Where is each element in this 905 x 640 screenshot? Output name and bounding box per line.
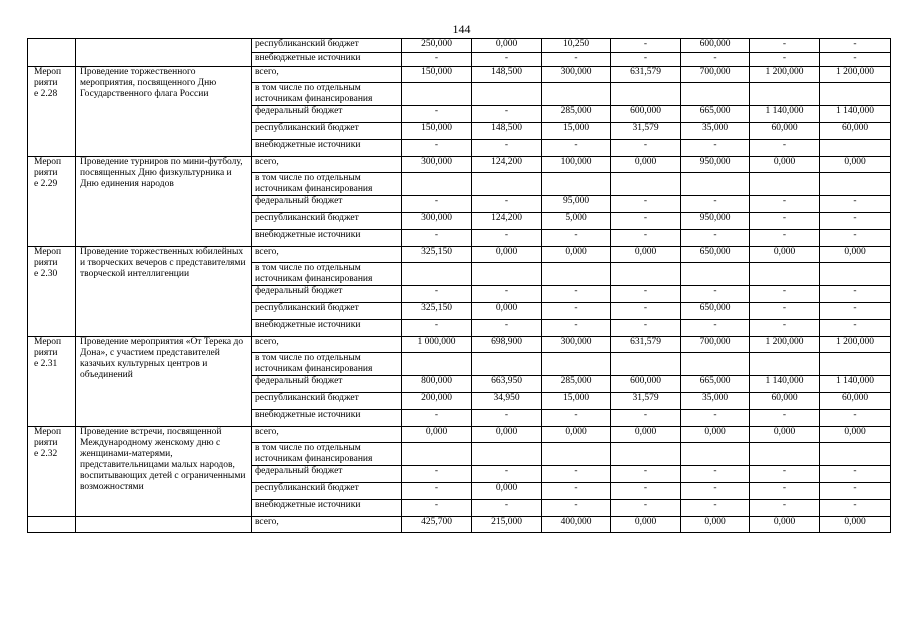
- amount-cell: -: [472, 320, 542, 337]
- amount-cell: 124,200: [472, 157, 542, 173]
- funding-source: всего,: [252, 427, 402, 443]
- amount-cell: -: [611, 53, 681, 67]
- amount-cell: -: [681, 410, 750, 427]
- amount-cell: -: [402, 53, 472, 67]
- amount-cell: [611, 173, 681, 196]
- amount-cell: -: [681, 140, 750, 157]
- amount-cell: -: [820, 286, 891, 303]
- measure-name: Проведение торжественного мероприятия, посвященного Дню Государственного флага России: [76, 67, 252, 157]
- amount-cell: 0,000: [820, 517, 891, 533]
- amount-cell: 10,250: [542, 39, 611, 53]
- amount-cell: -: [402, 483, 472, 500]
- funding-source: всего,: [252, 337, 402, 353]
- amount-cell: -: [402, 140, 472, 157]
- amount-cell: 0,000: [611, 157, 681, 173]
- amount-cell: -: [681, 230, 750, 247]
- amount-cell: -: [542, 483, 611, 500]
- amount-cell: 300,000: [542, 337, 611, 353]
- amount-cell: -: [611, 320, 681, 337]
- amount-cell: -: [611, 213, 681, 230]
- amount-cell: [472, 83, 542, 106]
- funding-source: внебюджетные источники: [252, 320, 402, 337]
- amount-cell: 800,000: [402, 376, 472, 393]
- amount-cell: -: [750, 466, 820, 483]
- funding-source: федеральный бюджет: [252, 376, 402, 393]
- amount-cell: -: [820, 320, 891, 337]
- amount-cell: [402, 353, 472, 376]
- amount-cell: [681, 83, 750, 106]
- amount-cell: -: [472, 410, 542, 427]
- amount-cell: -: [611, 500, 681, 517]
- amount-cell: -: [402, 286, 472, 303]
- amount-cell: 0,000: [472, 39, 542, 53]
- amount-cell: 1 200,000: [750, 337, 820, 353]
- amount-cell: 1 200,000: [820, 67, 891, 83]
- amount-cell: 0,000: [750, 157, 820, 173]
- amount-cell: [611, 443, 681, 466]
- amount-cell: 148,500: [472, 123, 542, 140]
- amount-cell: -: [402, 410, 472, 427]
- amount-cell: -: [611, 140, 681, 157]
- amount-cell: [681, 173, 750, 196]
- measure-code: Мероп рияти е 2.28: [28, 67, 76, 157]
- table-row: [28, 67, 891, 83]
- funding-source: республиканский бюджет: [252, 303, 402, 320]
- table-row: [28, 427, 891, 443]
- amount-cell: [681, 263, 750, 286]
- funding-source: федеральный бюджет: [252, 466, 402, 483]
- funding-source: всего,: [252, 247, 402, 263]
- amount-cell: 665,000: [681, 376, 750, 393]
- measure-name: [76, 39, 252, 67]
- funding-source: федеральный бюджет: [252, 196, 402, 213]
- amount-cell: 0,000: [611, 427, 681, 443]
- amount-cell: [681, 443, 750, 466]
- table-row: [28, 337, 891, 353]
- amount-cell: -: [611, 39, 681, 53]
- amount-cell: [402, 263, 472, 286]
- amount-cell: 0,000: [820, 427, 891, 443]
- amount-cell: -: [611, 466, 681, 483]
- measure-code: [28, 517, 76, 533]
- amount-cell: -: [820, 53, 891, 67]
- amount-cell: -: [681, 466, 750, 483]
- amount-cell: -: [750, 39, 820, 53]
- amount-cell: -: [750, 483, 820, 500]
- amount-cell: -: [542, 286, 611, 303]
- amount-cell: [611, 83, 681, 106]
- amount-cell: [542, 173, 611, 196]
- page-number: 144: [452, 22, 471, 36]
- table-row: [28, 517, 891, 533]
- amount-cell: 215,000: [472, 517, 542, 533]
- amount-cell: -: [402, 106, 472, 123]
- amount-cell: [542, 263, 611, 286]
- amount-cell: 650,000: [681, 303, 750, 320]
- table-row: [28, 39, 891, 53]
- amount-cell: [820, 140, 891, 157]
- funding-source: в том числе по отдельным источникам финансирования: [252, 443, 402, 466]
- amount-cell: [472, 263, 542, 286]
- amount-cell: -: [542, 410, 611, 427]
- amount-cell: 0,000: [402, 427, 472, 443]
- amount-cell: -: [820, 410, 891, 427]
- funding-source: республиканский бюджет: [252, 483, 402, 500]
- amount-cell: -: [402, 320, 472, 337]
- amount-cell: 650,000: [681, 247, 750, 263]
- table-row: [28, 157, 891, 173]
- amount-cell: 1 140,000: [820, 106, 891, 123]
- amount-cell: 60,000: [820, 123, 891, 140]
- amount-cell: 0,000: [472, 427, 542, 443]
- amount-cell: -: [750, 410, 820, 427]
- amount-cell: 950,000: [681, 157, 750, 173]
- measure-name: Проведение турниров по мини-футболу, посвященных Дню физкультурника и Дню единения народов: [76, 157, 252, 247]
- amount-cell: -: [611, 286, 681, 303]
- measure-name: Проведение торжественных юбилейных и творческих вечеров с представителями творческой интеллигенции: [76, 247, 252, 337]
- amount-cell: 325,150: [402, 303, 472, 320]
- funding-source: в том числе по отдельным источникам финансирования: [252, 173, 402, 196]
- amount-cell: 665,000: [681, 106, 750, 123]
- amount-cell: [611, 263, 681, 286]
- amount-cell: -: [472, 53, 542, 67]
- funding-source: федеральный бюджет: [252, 286, 402, 303]
- amount-cell: 0,000: [611, 247, 681, 263]
- amount-cell: [542, 83, 611, 106]
- funding-source: всего,: [252, 67, 402, 83]
- measure-name: Проведение мероприятия «От Терека до Дона», с участием представителей казачьих культурных центров и объединений: [76, 337, 252, 427]
- amount-cell: -: [820, 230, 891, 247]
- funding-source: внебюджетные источники: [252, 410, 402, 427]
- amount-cell: 300,000: [402, 157, 472, 173]
- amount-cell: 35,000: [681, 393, 750, 410]
- funding-source: в том числе по отдельным источникам финансирования: [252, 353, 402, 376]
- amount-cell: -: [820, 213, 891, 230]
- amount-cell: -: [820, 303, 891, 320]
- amount-cell: 95,000: [542, 196, 611, 213]
- amount-cell: 0,000: [611, 517, 681, 533]
- amount-cell: [750, 263, 820, 286]
- amount-cell: 600,000: [611, 376, 681, 393]
- amount-cell: 0,000: [542, 427, 611, 443]
- amount-cell: -: [750, 286, 820, 303]
- amount-cell: -: [611, 196, 681, 213]
- amount-cell: -: [542, 500, 611, 517]
- measure-code: Мероп рияти е 2.29: [28, 157, 76, 247]
- amount-cell: [820, 443, 891, 466]
- amount-cell: -: [472, 230, 542, 247]
- amount-cell: 700,000: [681, 337, 750, 353]
- amount-cell: -: [542, 140, 611, 157]
- amount-cell: 0,000: [750, 247, 820, 263]
- amount-cell: -: [750, 140, 820, 157]
- amount-cell: [611, 353, 681, 376]
- amount-cell: 250,000: [402, 39, 472, 53]
- amount-cell: -: [611, 303, 681, 320]
- amount-cell: 148,500: [472, 67, 542, 83]
- amount-cell: -: [472, 500, 542, 517]
- amount-cell: -: [820, 466, 891, 483]
- amount-cell: 60,000: [750, 123, 820, 140]
- amount-cell: 31,579: [611, 123, 681, 140]
- amount-cell: 150,000: [402, 123, 472, 140]
- financing-table: [27, 38, 891, 533]
- amount-cell: 34,950: [472, 393, 542, 410]
- amount-cell: -: [472, 106, 542, 123]
- amount-cell: -: [402, 500, 472, 517]
- amount-cell: -: [681, 53, 750, 67]
- amount-cell: 300,000: [402, 213, 472, 230]
- amount-cell: -: [472, 140, 542, 157]
- measure-code: Мероп рияти е 2.31: [28, 337, 76, 427]
- amount-cell: 35,000: [681, 123, 750, 140]
- amount-cell: 663,950: [472, 376, 542, 393]
- amount-cell: -: [820, 39, 891, 53]
- amount-cell: -: [402, 466, 472, 483]
- amount-cell: [472, 353, 542, 376]
- amount-cell: 0,000: [750, 517, 820, 533]
- amount-cell: 698,900: [472, 337, 542, 353]
- amount-cell: [750, 173, 820, 196]
- amount-cell: [750, 443, 820, 466]
- amount-cell: 600,000: [611, 106, 681, 123]
- amount-cell: -: [542, 320, 611, 337]
- amount-cell: 100,000: [542, 157, 611, 173]
- funding-source: внебюджетные источники: [252, 140, 402, 157]
- amount-cell: -: [820, 500, 891, 517]
- amount-cell: -: [681, 286, 750, 303]
- amount-cell: [472, 173, 542, 196]
- amount-cell: 1 200,000: [750, 67, 820, 83]
- amount-cell: -: [472, 196, 542, 213]
- amount-cell: [472, 443, 542, 466]
- amount-cell: -: [681, 320, 750, 337]
- amount-cell: -: [820, 196, 891, 213]
- measure-name: Проведение встречи, посвященной Международному женскому дню с женщинами-матерями, представительницами малых народов, воспитывающих детей с ограниченными возможностями: [76, 427, 252, 517]
- amount-cell: -: [542, 303, 611, 320]
- measure-name: [76, 517, 252, 533]
- amount-cell: 400,000: [542, 517, 611, 533]
- amount-cell: -: [611, 230, 681, 247]
- amount-cell: 285,000: [542, 376, 611, 393]
- amount-cell: 300,000: [542, 67, 611, 83]
- funding-source: внебюджетные источники: [252, 500, 402, 517]
- amount-cell: 0,000: [820, 247, 891, 263]
- amount-cell: -: [750, 320, 820, 337]
- amount-cell: 1 000,000: [402, 337, 472, 353]
- amount-cell: 0,000: [681, 427, 750, 443]
- amount-cell: -: [750, 213, 820, 230]
- amount-cell: [820, 263, 891, 286]
- amount-cell: [820, 173, 891, 196]
- amount-cell: 600,000: [681, 39, 750, 53]
- funding-source: внебюджетные источники: [252, 230, 402, 247]
- amount-cell: 31,579: [611, 393, 681, 410]
- amount-cell: 0,000: [472, 483, 542, 500]
- amount-cell: [750, 353, 820, 376]
- amount-cell: 631,579: [611, 337, 681, 353]
- measure-code: [28, 39, 76, 67]
- amount-cell: [820, 83, 891, 106]
- amount-cell: 1 140,000: [750, 376, 820, 393]
- amount-cell: -: [681, 196, 750, 213]
- amount-cell: 0,000: [681, 517, 750, 533]
- funding-source: в том числе по отдельным источникам финансирования: [252, 83, 402, 106]
- amount-cell: -: [611, 483, 681, 500]
- amount-cell: 5,000: [542, 213, 611, 230]
- table-row: [28, 247, 891, 263]
- amount-cell: [681, 353, 750, 376]
- amount-cell: -: [542, 230, 611, 247]
- amount-cell: 285,000: [542, 106, 611, 123]
- amount-cell: 0,000: [472, 303, 542, 320]
- amount-cell: 0,000: [472, 247, 542, 263]
- amount-cell: -: [402, 230, 472, 247]
- amount-cell: 124,200: [472, 213, 542, 230]
- measure-code: Мероп рияти е 2.30: [28, 247, 76, 337]
- amount-cell: 150,000: [402, 67, 472, 83]
- funding-source: всего,: [252, 517, 402, 533]
- amount-cell: 15,000: [542, 393, 611, 410]
- amount-cell: -: [472, 286, 542, 303]
- financing-table-body: [28, 39, 891, 533]
- funding-source: республиканский бюджет: [252, 213, 402, 230]
- amount-cell: 1 140,000: [820, 376, 891, 393]
- funding-source: внебюджетные источники: [252, 53, 402, 67]
- amount-cell: -: [542, 466, 611, 483]
- amount-cell: 15,000: [542, 123, 611, 140]
- amount-cell: 1 140,000: [750, 106, 820, 123]
- amount-cell: -: [611, 410, 681, 427]
- amount-cell: -: [750, 303, 820, 320]
- amount-cell: 60,000: [820, 393, 891, 410]
- amount-cell: 631,579: [611, 67, 681, 83]
- amount-cell: [750, 83, 820, 106]
- amount-cell: [820, 353, 891, 376]
- amount-cell: -: [681, 500, 750, 517]
- amount-cell: -: [750, 53, 820, 67]
- amount-cell: -: [750, 500, 820, 517]
- funding-source: всего,: [252, 157, 402, 173]
- amount-cell: [402, 173, 472, 196]
- amount-cell: 0,000: [820, 157, 891, 173]
- amount-cell: 60,000: [750, 393, 820, 410]
- amount-cell: 1 200,000: [820, 337, 891, 353]
- funding-source: республиканский бюджет: [252, 123, 402, 140]
- amount-cell: 425,700: [402, 517, 472, 533]
- amount-cell: 0,000: [542, 247, 611, 263]
- amount-cell: -: [542, 53, 611, 67]
- funding-source: федеральный бюджет: [252, 106, 402, 123]
- amount-cell: [542, 443, 611, 466]
- funding-source: республиканский бюджет: [252, 393, 402, 410]
- measure-code: Мероп рияти е 2.32: [28, 427, 76, 517]
- funding-source: республиканский бюджет: [252, 39, 402, 53]
- amount-cell: 325,150: [402, 247, 472, 263]
- funding-source: в том числе по отдельным источникам финансирования: [252, 263, 402, 286]
- amount-cell: -: [402, 196, 472, 213]
- amount-cell: [402, 83, 472, 106]
- amount-cell: -: [820, 483, 891, 500]
- amount-cell: [542, 353, 611, 376]
- amount-cell: 200,000: [402, 393, 472, 410]
- amount-cell: 0,000: [750, 427, 820, 443]
- amount-cell: 950,000: [681, 213, 750, 230]
- amount-cell: 700,000: [681, 67, 750, 83]
- amount-cell: -: [750, 230, 820, 247]
- amount-cell: -: [750, 196, 820, 213]
- amount-cell: -: [472, 466, 542, 483]
- amount-cell: [402, 443, 472, 466]
- amount-cell: -: [681, 483, 750, 500]
